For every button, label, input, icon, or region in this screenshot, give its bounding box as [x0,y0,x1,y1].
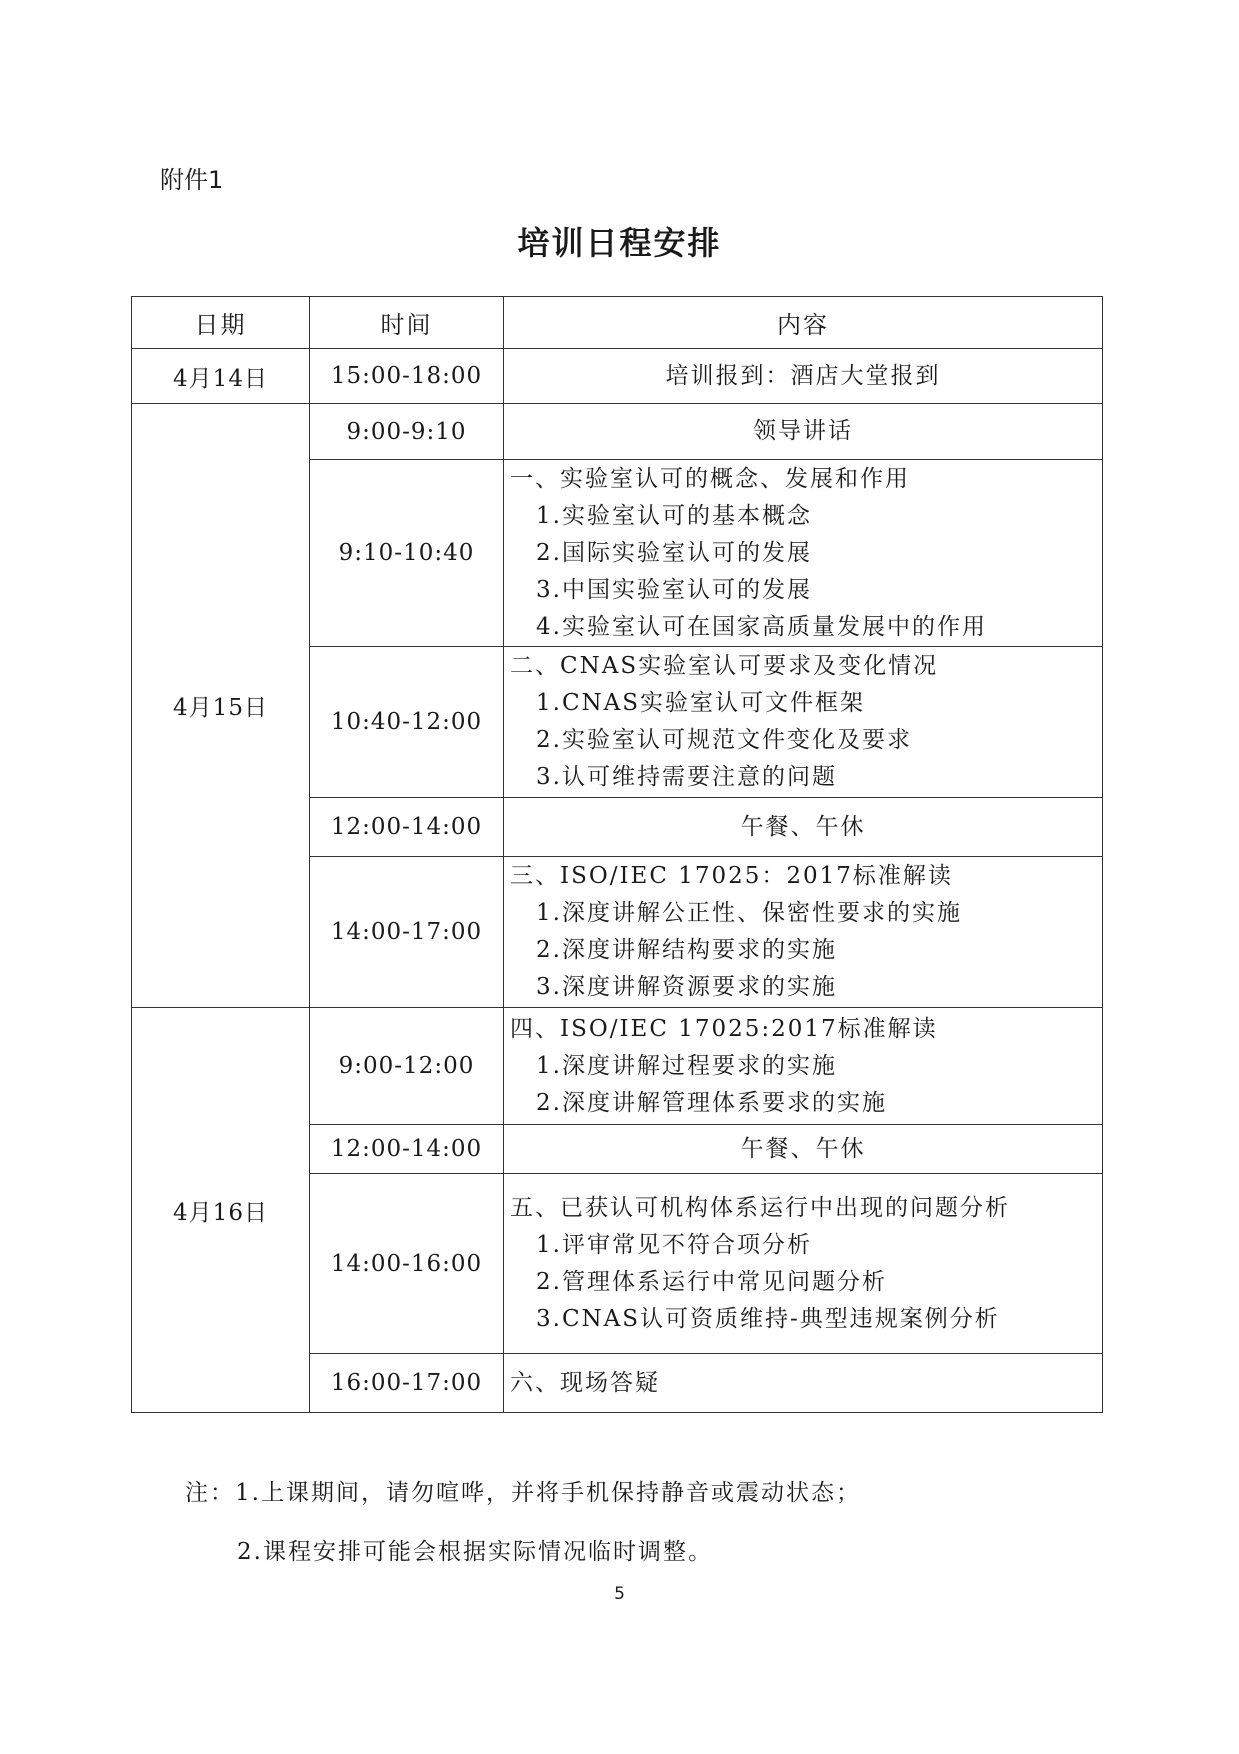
section-heading: 二、CNAS实验室认可要求及变化情况 [510,653,939,679]
time-cell: 14:00-17:00 [310,857,504,1008]
time-cell: 12:00-14:00 [310,798,504,857]
page-number: 5 [614,1584,625,1604]
content-cell [504,460,1103,647]
content-line: 培训报到：酒店大堂报到 [665,362,941,389]
section-heading: 五、已获认可机构体系运行中出现的问题分析 [510,1194,1010,1221]
content-line: 午餐、午休 [740,1135,866,1162]
content-line: 2.管理体系运行中常见问题分析 [536,1268,887,1295]
date-cell: 4月14日 [132,349,310,404]
content-cell [504,1174,1103,1354]
table-row [132,1008,1103,1125]
content-cell [504,404,1103,460]
content-cell [504,1125,1103,1174]
time-cell: 10:40-12:00 [310,647,504,798]
notes [185,1476,861,1569]
time-cell: 9:10-10:40 [310,460,504,647]
content-line: 2.深度讲解结构要求的实施 [536,937,837,963]
content-line: 1.实验室认可的基本概念 [536,502,812,529]
content-line: 3.深度讲解资源要求的实施 [536,974,837,1000]
content-cell [504,1008,1103,1125]
content-line: 1.深度讲解公正性、保密性要求的实施 [536,900,962,926]
document-title: 培训日程安排 [517,224,722,262]
table-row [132,349,1103,404]
content-line: 六、现场答疑 [510,1369,660,1396]
time-cell: 9:00-9:10 [310,404,504,460]
date-cell: 4月16日 [132,1008,310,1413]
time-cell: 14:00-16:00 [310,1174,504,1354]
content-line: 1.CNAS实验室认可文件框架 [536,690,866,716]
section-heading: 一、实验室认可的概念、发展和作用 [510,465,910,492]
header-content: 内容 [504,297,1103,349]
attachment-label: 附件1 [160,166,224,194]
content-line: 3.中国实验室认可的发展 [536,576,812,603]
header-date: 日期 [132,297,310,349]
content-line: 3.CNAS认可资质维持-典型违规案例分析 [536,1305,1000,1332]
content-line: 2.国际实验室认可的发展 [536,539,812,566]
content-line: 4.实验室认可在国家高质量发展中的作用 [536,613,987,640]
content-cell [504,798,1103,857]
header-time: 时间 [310,297,504,349]
date-cell: 4月15日 [132,404,310,1008]
section-heading: 四、ISO/IEC 17025:2017标准解读 [510,1015,938,1042]
content-cell [504,1354,1103,1413]
section-heading: 三、ISO/IEC 17025：2017标准解读 [510,863,953,889]
schedule-table [131,296,1103,1413]
content-cell [504,647,1103,798]
content-line: 1.深度讲解过程要求的实施 [536,1052,837,1079]
content-line: 午餐、午休 [740,813,866,840]
content-cell [504,857,1103,1008]
content-line: 3.认可维持需要注意的问题 [536,764,837,790]
content-line: 2.实验室认可规范文件变化及要求 [536,727,912,753]
content-line: 1.评审常见不符合项分析 [536,1231,812,1258]
note-line-2: 2.课程安排可能会根据实际情况临时调整。 [237,1539,713,1565]
table-row [132,404,1103,460]
time-cell: 9:00-12:00 [310,1008,504,1125]
table-header-row [132,297,1103,349]
content-line: 2.深度讲解管理体系要求的实施 [536,1089,887,1116]
content-line: 领导讲话 [753,418,853,444]
content-cell [504,349,1103,404]
time-cell: 15:00-18:00 [310,349,504,404]
time-cell: 16:00-17:00 [310,1354,504,1413]
time-cell: 12:00-14:00 [310,1125,504,1174]
note-line-1: 注：1.上课期间，请勿喧哗，并将手机保持静音或震动状态； [185,1480,861,1506]
